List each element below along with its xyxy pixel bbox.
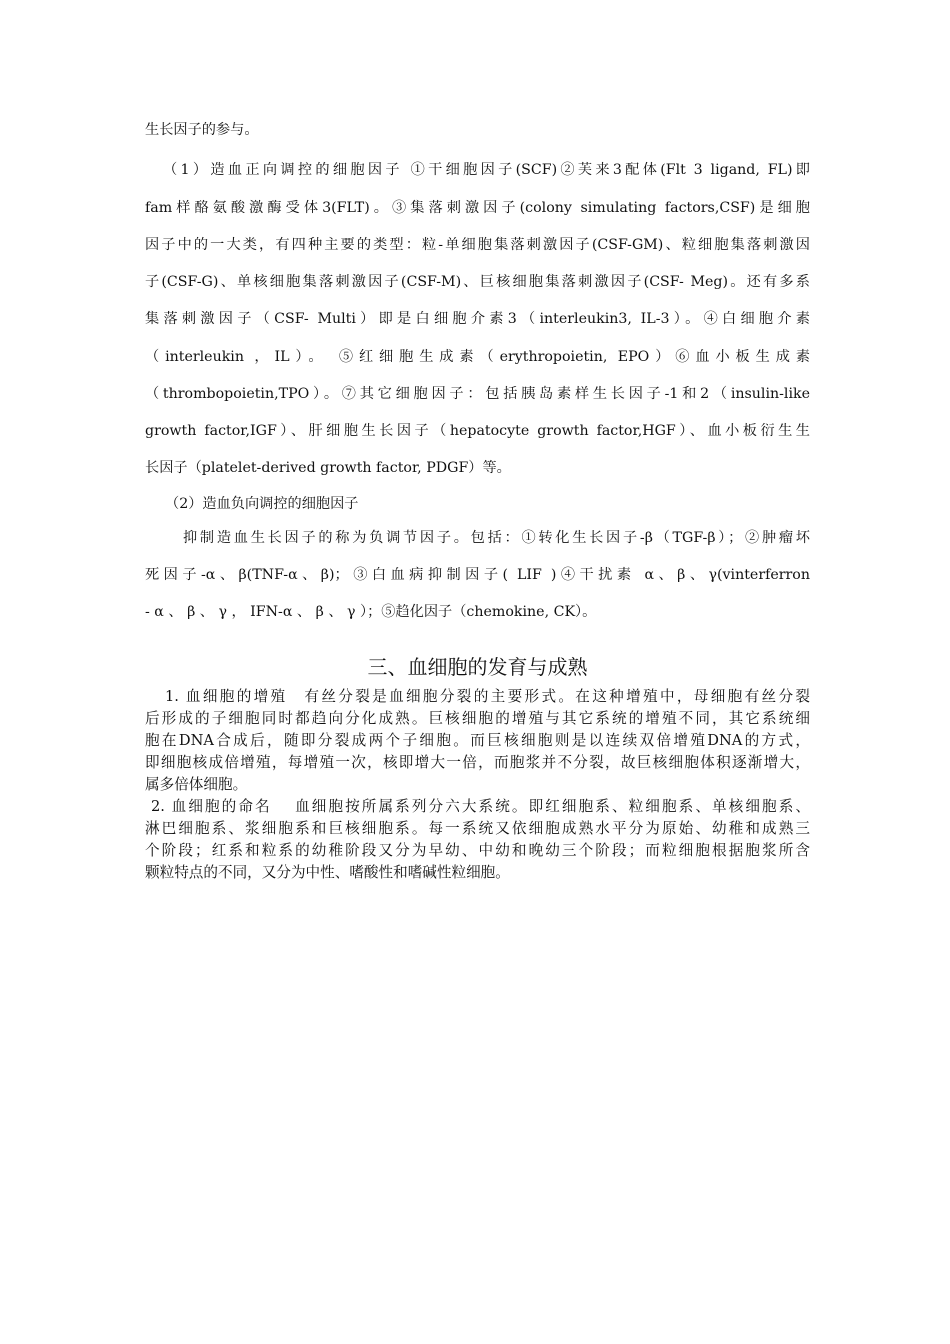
paragraph-line: 子(CSF-G)、单核细胞集落刺激因子(CSF-M)、巨核细胞集落刺激因子(CSF- Meg)。还有多系	[145, 274, 810, 290]
section-heading: 三、血细胞的发育与成熟	[367, 655, 588, 679]
paragraph-line: 属多倍体细胞。	[145, 776, 248, 793]
paragraph-line: 即细胞核成倍增殖，每增殖一次，核即增大一倍，而胞浆并不分裂，故巨核细胞体积逐渐增大，	[145, 754, 810, 771]
paragraph-line: （interleukin ，IL）。 ⑤红细胞生成素（erythropoietin, EPO）⑥血小板生成素	[145, 349, 810, 365]
paragraph-line: 集落刺激因子（CSF- Multi）即是白细胞介素3（interleukin3, IL-3）。④白细胞介素	[145, 311, 810, 327]
paragraph-line: 生长因子的参与。	[145, 122, 259, 138]
paragraph-line: 抑制造血生长因子的称为负调节因子。包括：①转化生长因子-β（TGF-β）；②肿瘤坏	[183, 530, 810, 546]
paragraph-line: 2. 血细胞的命名 血细胞按所属系列分六大系统。即红细胞系、粒细胞系、单核细胞系、	[151, 798, 810, 815]
paragraph-line: 胞在DNA合成后，随即分裂成两个子细胞。而巨核细胞则是以连续双倍增殖DNA的方式，	[145, 732, 810, 749]
paragraph-line: 因子中的一大类，有四种主要的类型：粒-单细胞集落刺激因子(CSF-GM)、粒细胞集落刺激因	[145, 237, 810, 253]
paragraph-line: 长因子（platelet-derived growth factor, PDGF）等。	[145, 460, 511, 476]
paragraph-line: 个阶段；红系和粒系的幼稚阶段又分为早幼、中幼和晚幼三个阶段；而粒细胞根据胞浆所含	[145, 842, 810, 859]
paragraph-line: 淋巴细胞系、浆细胞系和巨核细胞系。每一系统又依细胞成熟水平分为原始、幼稚和成熟三	[145, 820, 810, 837]
paragraph-line: fam样酪氨酸激酶受体3(FLT)。③集落刺激因子(colony simulating factors,CSF)是细胞	[145, 200, 810, 216]
paragraph-line: - α 、 β 、 γ ， IFN-α 、 β 、 γ ）；⑤趋化因子（chemokine, CK）。	[145, 604, 597, 620]
paragraph-line: （1）造血正向调控的细胞因子 ①干细胞因子(SCF)②芙来3配体(Flt 3 ligand, FL)即	[163, 162, 810, 178]
paragraph-line: 颗粒特点的不同，又分为中性、嗜酸性和嗜碱性粒细胞。	[145, 864, 510, 881]
paragraph-line: 后形成的子细胞同时都趋向分化成熟。巨核细胞的增殖与其它系统的增殖不同，其它系统细	[145, 710, 810, 727]
subheading-negative-regulation: （2）造血负向调控的细胞因子	[165, 496, 359, 512]
paragraph-line: 死因子-α、β(TNF-α、β)；③白血病抑制因子( LIF )④干扰素 α、β、γ(vinterferron	[145, 567, 810, 583]
paragraph-line: （thrombopoietin,TPO）。⑦其它细胞因子：包括胰岛素样生长因子-1和2（insulin-like	[145, 386, 810, 402]
paragraph-line: growth factor,IGF）、肝细胞生长因子（hepatocyte growth factor,HGF）、血小板衍生生	[145, 423, 810, 439]
paragraph-line: 1. 血细胞的增殖 有丝分裂是血细胞分裂的主要形式。在这种增殖中，母细胞有丝分裂	[165, 688, 810, 705]
